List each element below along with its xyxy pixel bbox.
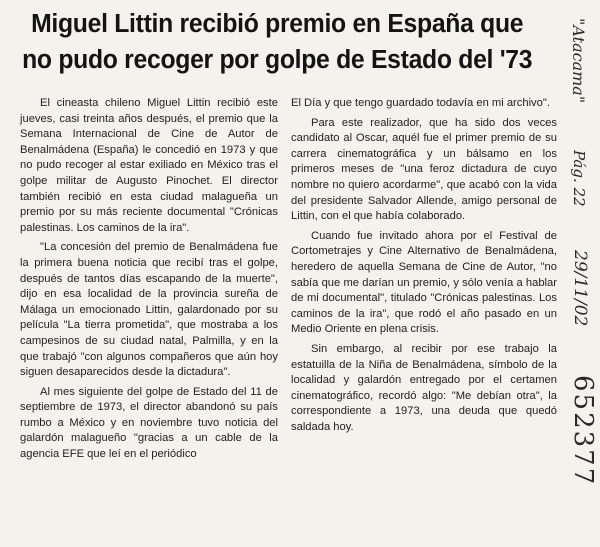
paragraph: El cineasta chileno Miguel Littin recibió este jueves, casi treinta años después, el premio que la Semana Internacional de Cine de Autor de Benalmádena (España) le concedió en 1973 y que no pudo recoger al estar exiliado en México tras el golpe militar de Augusto Pinochet. El director también recibió en esta ciudad malagueña un premio por su más reciente documental "Crónicas palestinas. Los caminos de la ira". xyxy=(20,97,278,234)
handwritten-date-note: 29/11/02 xyxy=(570,250,590,327)
paragraph: Al mes siguiente del golpe de Estado del 11 de septiembre de 1973, el director abandonó su país rumbo a México y en noviembre tuvo noticia del galardón malagueño "gracias a un cable de la agencia EFE que leí en el periódico xyxy=(20,385,278,461)
article-column-left xyxy=(20,96,278,467)
paragraph: Cuando fue invitado ahora por el Festival de Cortometrajes y Cine Alternativo de Benalmádena, heredero de aquella Semana de Cine de Autor, "no sabía que me darían un premio, y sólo venía a hablar de mi documental", titulado "Crónicas palestinas. Los caminos de la ira", que rodó el año pasado en un Medio Oriente en plena crisis. xyxy=(291,229,557,336)
headline-line-2: no pudo recoger por golpe de Estado del '73 xyxy=(22,46,533,74)
paragraph-continuation: El Día y que tengo guardado todavía en mi archivo". xyxy=(291,97,550,109)
handwritten-source-note: "Atacama" xyxy=(569,18,588,104)
article-column-right xyxy=(291,96,557,439)
headline xyxy=(8,6,546,78)
headline-line-1: Miguel Littin recibió premio en España que xyxy=(31,10,524,38)
paragraph: Para este realizador, que ha sido dos veces candidato al Oscar, aquél fue el primer premio de su carrera cinematográfica y un bálsamo en los primeros meses de "una feroz dictadura de cuyo nombre no quiero acordarme", que acabó con la vida del presidente Salvador Allende, amigo personal de Littin, con el que había colaborado. xyxy=(291,116,557,223)
handwritten-id-number: 652377 xyxy=(568,375,598,487)
paragraph: Sin embargo, al recibir por ese trabajo la estatuilla de la Niña de Benalmádena, símbolo de la localidad y galardón entregado por el certamen cinematográfico, recordó algo: "Me debían otra", la correspondiente a 1973, una deuda que quedó saldada hoy. xyxy=(291,342,557,433)
handwritten-page-note: Pág. 22 xyxy=(570,150,588,207)
paragraph: "La concesión del premio de Benalmádena fue la primera buena noticia que recibí tras el golpe, después de tantos días escapando de la muerte", dijo en esa localidad de la provincia sureña de Málaga un emocionado Littin, galardonado por su película "La tierra prometida", que mostraba a los campesinos de su ciudad natal, Palmilla, y en la que trabajó "con algunos compañeros que aún hoy siguen desaparecidos desde la dictadura". xyxy=(20,241,278,379)
